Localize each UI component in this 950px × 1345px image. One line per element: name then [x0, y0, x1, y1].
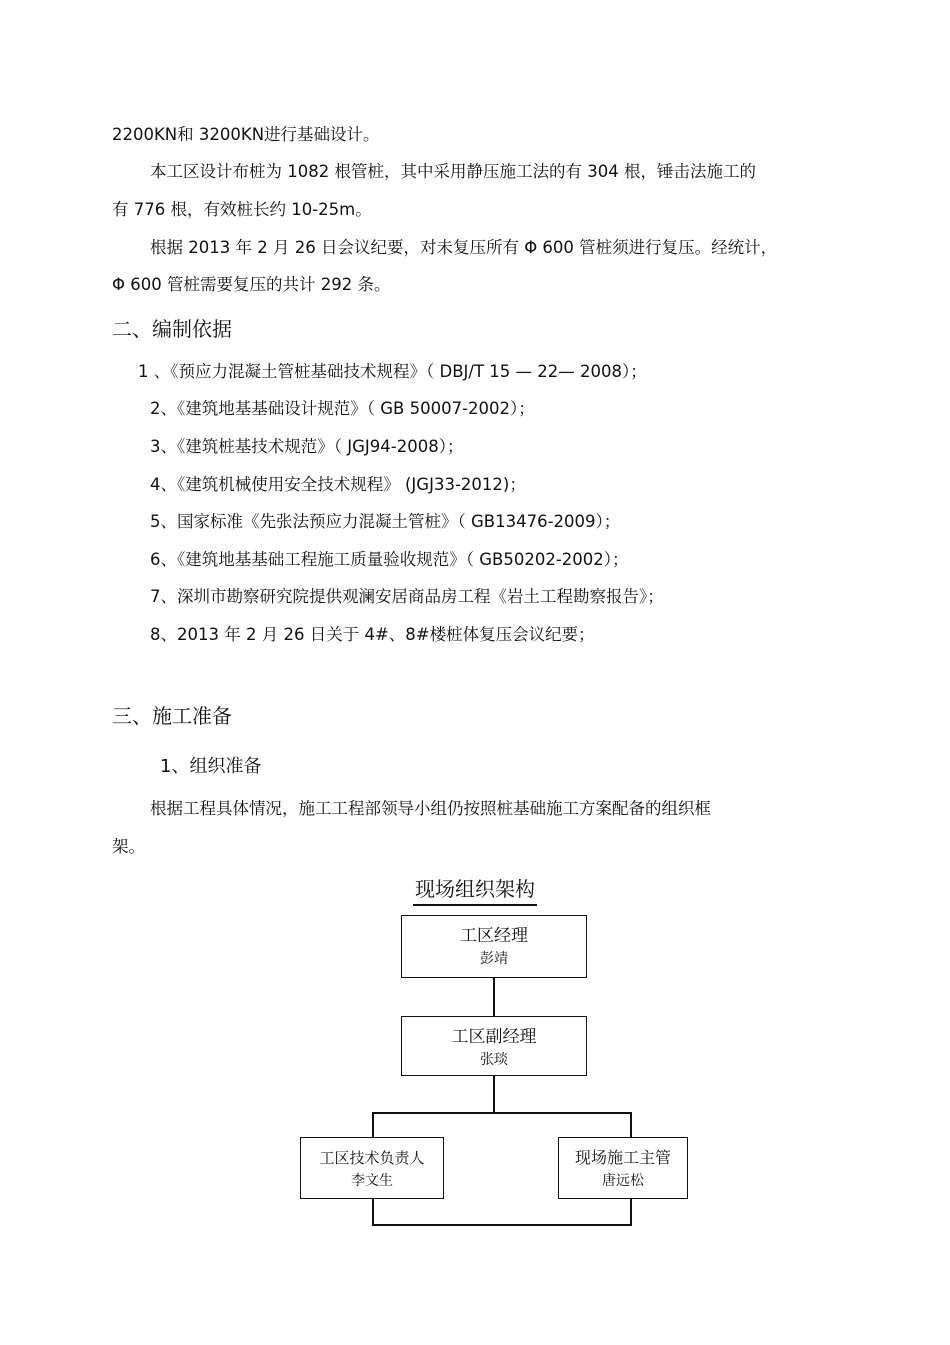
paragraph-line: 根据工程具体情况，施工工程部领导小组仍按照桩基础施工方案配备的组织框: [150, 799, 711, 818]
org-box-manager: [401, 915, 587, 978]
org-box-site-supervisor: [558, 1137, 688, 1199]
org-connector: [630, 1199, 632, 1225]
org-connector: [372, 1199, 374, 1225]
reference-item: 6、《建筑地基基础工程施工质量验收规范》（ GB50202-2002）；: [150, 550, 629, 569]
section-heading-basis: 二、编制依据: [112, 317, 232, 341]
paragraph-line: 有 776 根，有效桩长约 10-25m。: [112, 200, 372, 219]
org-box-tech-lead: [300, 1137, 444, 1199]
org-box-deputy: [401, 1016, 587, 1076]
reference-item: 7、深圳市勘察研究院提供观澜安居商品房工程《岩土工程勘察报告》；: [150, 587, 664, 606]
reference-item: 8、2013 年 2 月 26 日关于 4#、8#楼桩体复压会议纪要；: [150, 625, 595, 644]
org-connector: [493, 1076, 495, 1113]
org-chart-title: 现场组织架构: [300, 876, 650, 906]
org-connector: [630, 1112, 632, 1138]
org-person: 彭靖: [480, 951, 508, 967]
section-heading-preparation: 三、施工准备: [112, 704, 232, 728]
subsection-heading-organization: 1、组织准备: [160, 756, 262, 777]
org-person: 唐远松: [602, 1173, 644, 1189]
paragraph-line: Φ 600 管桩需要复压的共计 292 条。: [112, 275, 391, 294]
paragraph-line: 本工区设计布桩为 1082 根管桩，其中采用静压施工法的有 304 根，锤击法施工的: [150, 162, 756, 181]
org-role: 现场施工主管: [574, 1148, 671, 1167]
reference-item: 1 、《预应力混凝土管桩基础技术规程》（ DBJ/T 15 — 22— 2008）；: [138, 362, 647, 381]
org-person: 李文生: [351, 1173, 393, 1189]
org-role: 工区副经理: [451, 1027, 537, 1047]
org-connector: [372, 1224, 632, 1226]
reference-item: 5、国家标准《先张法预应力混凝土管桩》（ GB13476-2009）；: [150, 512, 621, 531]
reference-item: 4、《建筑机械使用安全技术规程》 (JGJ33-2012)；: [150, 475, 526, 494]
reference-item: 3、《建筑桩基技术规范》（ JGJ94-2008）；: [150, 437, 464, 456]
paragraph-line: 根据 2013 年 2 月 26 日会议纪要，对未复压所有 Φ 600 管桩须进行复压。经统计，: [150, 238, 778, 257]
org-person: 张琰: [480, 1052, 508, 1068]
org-connector: [372, 1112, 374, 1138]
org-role: 工区技术负责人: [319, 1149, 425, 1167]
org-connector: [372, 1112, 632, 1114]
org-role: 工区经理: [460, 926, 528, 946]
paragraph-line: 架。: [112, 837, 145, 856]
paragraph-line: 2200KN和 3200KN进行基础设计。: [112, 125, 380, 144]
reference-item: 2、《建筑地基基础设计规范》（ GB 50007-2002）；: [150, 399, 535, 418]
org-connector: [493, 978, 495, 1016]
